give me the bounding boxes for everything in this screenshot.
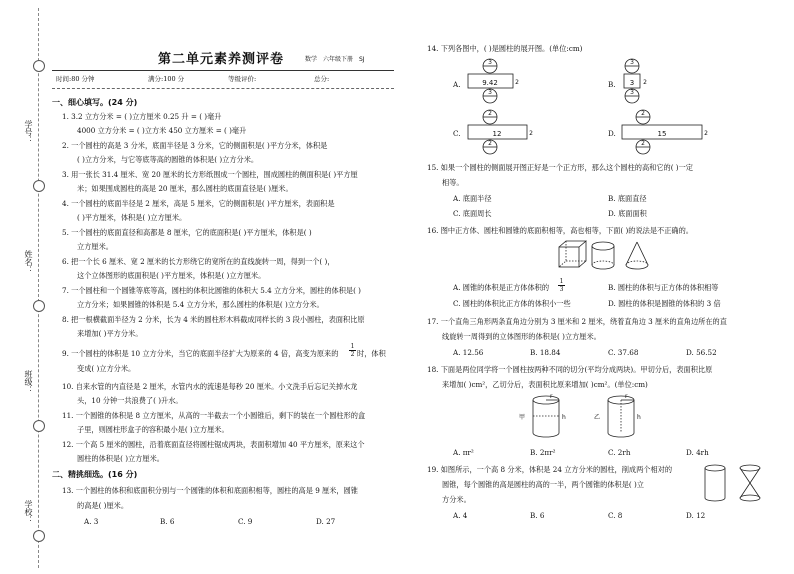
school-field[interactable]: 学校： [24, 500, 33, 524]
q14d-side-label: 2 [704, 130, 708, 137]
q17-option-a[interactable]: A. 12.56 [453, 348, 484, 357]
name-field[interactable]: 姓名： [24, 250, 33, 274]
fraction-one-third [558, 278, 565, 293]
student-id-field[interactable]: 学号： [24, 120, 33, 144]
q18-cut-cylinders [515, 391, 665, 443]
q19-option-c[interactable]: C. 8 [608, 511, 623, 520]
q14a-side-label: 2 [515, 79, 519, 86]
q14c-top-label: 2 [488, 110, 492, 117]
yi-r-label: r [625, 393, 628, 400]
question-19-cont: 圆锥，每个圆锥的高是圆柱的高的一半，两个圆锥的体积是( )立 [442, 480, 644, 489]
subject-label: 数学 六年级下册 SJ [305, 56, 365, 63]
question-7: 7. 一个圆柱和一个圆锥等底等高，圆柱的体积比圆锥的体积大 5.4 立方分米，圆柱的体积是( ) [62, 286, 361, 295]
q14d-mid-label: 15 [657, 130, 667, 138]
question-11: 11. 一个圆锥的体积是 8 立方厘米，从高的一半截去一个小圆锥后，剩下的装在一个圆柱形的盒 [62, 411, 366, 420]
cylinder-icon [592, 242, 614, 250]
question-18: 18. 下面是两位同学将一个圆柱按两种不同的切分(平均分成两块)。甲切分后，表面积比原 [427, 365, 713, 374]
q19-option-d[interactable]: D. 12 [686, 511, 706, 520]
q14d-bottom-label: 2 [641, 140, 645, 147]
question-17: 17. 一个直角三角形两条直角边分别为 3 厘米和 2 厘米，绕着直角边 3 厘米的直角边所在的直 [427, 317, 727, 326]
question-5-cont: 立方厘米。 [77, 242, 113, 251]
yi-label: 乙 [594, 414, 601, 421]
q14d-top-label: 2 [641, 110, 645, 117]
time-label: 时间:80 分钟 [56, 75, 95, 83]
question-7-cont: 立方分米；如果圆锥的体积是 5.4 立方分米，那么圆柱的体积是( )立方分米。 [77, 300, 324, 309]
q18-option-c[interactable]: C. 2rh [608, 448, 631, 457]
q18-option-d[interactable]: D. 4rh [686, 448, 709, 457]
question-3: 3. 用一张长 31.4 厘米、宽 20 厘米的长方形纸围成一个圆柱，围成圆柱的侧面积是( )平方厘 [62, 170, 358, 179]
q15-option-d[interactable]: D. 底面面积 [608, 209, 647, 218]
fraction-denominator: 2 [350, 351, 355, 358]
q16-option-c[interactable]: C. 圆柱的体积比正方体的体积小一些 [453, 299, 571, 308]
question-13-cont: 的高是( )厘米。 [77, 501, 129, 510]
q15-option-c[interactable]: C. 底面周长 [453, 209, 492, 218]
q13-option-d[interactable]: D. 27 [316, 517, 336, 526]
question-3-cont: 米；如果围成圆柱的高是 20 厘米，那么圆柱的底面直径是( )厘米。 [77, 184, 293, 193]
q17-option-d[interactable]: D. 56.52 [686, 348, 717, 357]
fraction-numerator: 1 [559, 278, 564, 285]
jia-label: 甲 [519, 414, 526, 421]
question-6: 6. 把一个长 6 厘米、宽 2 厘米的长方形绕它的宽所在的直线旋转一周，得到一个( )， [62, 257, 335, 266]
question-19-cont2: 方分米。 [442, 495, 471, 504]
question-5: 5. 一个圆柱的底面直径和高都是 8 厘米，它的底面积是( )平方厘米，体积是( ) [62, 228, 312, 237]
question-1b: 4000 立方分米 = ( )立方米 450 立方厘米 = ( )毫升 [77, 126, 247, 135]
full-score-label: 满分:100 分 [148, 75, 185, 83]
question-16: 16. 图中正方体、圆柱和圆锥的底面积相等，高也相等，下面( )的说法是不正确的。 [427, 226, 693, 235]
yi-h-label: h [637, 414, 641, 421]
section2-title: 二、精挑细选。(16 分) [52, 470, 138, 479]
q14c-bottom-label: 2 [488, 140, 492, 147]
q14-option-d[interactable]: D. [608, 129, 616, 138]
question-14: 14. 下列各图中，( )是圆柱的展开图。(单位:cm) [427, 44, 583, 53]
page-title: 第二单元素养测评卷 [158, 52, 285, 67]
question-2-cont: ( )立方分米，与它等底等高的圆锥的体积是( )立方分米。 [77, 155, 259, 164]
total-score-field[interactable]: 总分: [314, 75, 330, 83]
q16-solids-figure [555, 238, 660, 272]
question-11-cont: 子里，则圆柱形盒子的容积最小是( )立方厘米。 [77, 425, 229, 434]
question-2: 2. 一个圆柱的高是 3 分米，底面半径是 3 分米，它的侧面积是( )平方分米，体积是 [62, 141, 328, 150]
q13-option-c[interactable]: C. 9 [238, 517, 253, 526]
question-9-tail: 时，体积 [357, 349, 386, 358]
question-12-cont: 圆柱的体积是( )立方厘米。 [77, 454, 164, 463]
q14b-side-label: 2 [643, 79, 647, 86]
q14c-mid-label: 12 [492, 130, 502, 138]
question-8: 8. 把一根横截面半径为 2 分米，长为 4 米的圆柱形木料截成同样长的 3 段小圆柱，表面积比原 [62, 315, 365, 324]
question-1a: 1. 3.2 立方分米 = ( )立方厘米 0.25 升 = ( )毫升 [62, 112, 222, 121]
question-4-cont: ( )平方厘米，体积是( )立方厘米。 [77, 213, 187, 222]
q14-option-b[interactable]: B. [608, 80, 616, 89]
question-15: 15. 如果一个圆柱的侧面展开图正好是一个正方形，那么这个圆柱的高和它的( )一定 [427, 163, 693, 172]
q13-option-a[interactable]: A. 3 [84, 517, 99, 526]
q14a-bottom-label: 3 [488, 89, 492, 96]
q15-option-a[interactable]: A. 底面半径 [453, 194, 492, 203]
q17-option-c[interactable]: C. 37.68 [608, 348, 639, 357]
question-12: 12. 一个高 5 厘米的圆柱，沿着底面直径将圆柱锯成两块，表面积增加 40 平方厘米，原来这个 [62, 440, 365, 449]
question-8-cont: 来增加( )平方分米。 [77, 329, 143, 338]
q14b-mid-label: 3 [629, 79, 635, 87]
q16-option-d[interactable]: D. 圆柱的体积是圆锥的体积的 3 倍 [608, 299, 721, 308]
question-10: 10. 自来水管的内直径是 2 厘米，水管内水的流速是每秒 20 厘米。小文洗手后忘记关掉水龙 [62, 382, 358, 391]
question-13: 13. 一个圆柱的体积和底面积分别与一个圆锥的体积和底面积相等，圆柱的高是 9 厘米，圆锥 [62, 486, 358, 495]
question-15-cont: 相等。 [442, 178, 464, 187]
question-9: 9. 一个圆柱的体积是 10 立方分米，当它的底面半径扩大为原来的 4 倍，高变为原来的 [62, 349, 339, 358]
q14-option-a[interactable]: A. [453, 80, 461, 89]
q15-option-b[interactable]: B. 底面直径 [608, 194, 647, 203]
question-17-cont: 线旋转一周得到的立体图形的体积是( )立方厘米。 [442, 332, 601, 341]
double-cone-icon [740, 465, 760, 471]
q19-option-b[interactable]: B. 6 [530, 511, 545, 520]
q14a-top-label: 3 [488, 59, 492, 66]
question-4: 4. 一个圆柱的底面半径是 2 厘米，高是 5 厘米，它的侧面积是( )平方厘米，表面积是 [62, 199, 335, 208]
q19-figure [700, 462, 770, 504]
class-field[interactable]: 班级： [24, 370, 33, 394]
q14-option-c[interactable]: C. [453, 129, 461, 138]
q16-option-b[interactable]: B. 圆柱的体积与正方体的体积相等 [608, 283, 719, 292]
q18-option-a[interactable]: A. πr² [453, 448, 474, 457]
question-18-cont: 来增加( )cm²，乙切分后，表面积比原来增加( )cm²。(单位:cm) [442, 380, 648, 389]
q14b-bottom-label: 3 [630, 89, 634, 96]
jia-h-label: h [562, 414, 566, 421]
fraction-denominator: 3 [559, 286, 564, 293]
question-10-cont: 头，10 分钟一共浪费了( )升水。 [77, 396, 183, 405]
q16-option-a[interactable]: A. 圆锥的体积是正方体体积的 [453, 283, 550, 292]
question-19: 19. 如图所示，一个高 8 分米，体积是 24 立方分米的圆柱，削成两个相对的 [427, 465, 673, 474]
fraction-numerator: 1 [350, 343, 355, 350]
question-6-cont: 这个立体图形的底面积是( )平方厘米，体积是( )立方厘米。 [77, 271, 266, 280]
q13-option-b[interactable]: B. 6 [160, 517, 175, 526]
q14a-mid-label: 9.42 [482, 79, 498, 87]
q18-option-b[interactable]: B. 2πr² [530, 448, 556, 457]
question-9-cont: 变成( )立方分米。 [77, 364, 136, 373]
q14c-side-label: 2 [529, 130, 533, 137]
cylinder-icon [705, 465, 725, 471]
grade-eval-field[interactable]: 等级评价: [228, 75, 257, 83]
q14b-top-label: 3 [630, 59, 634, 66]
section1-title: 一、细心填写。(24 分) [52, 98, 138, 107]
q17-option-b[interactable]: B. 18.84 [530, 348, 561, 357]
jia-r-label: r [550, 393, 553, 400]
q19-option-a[interactable]: A. 4 [453, 511, 468, 520]
